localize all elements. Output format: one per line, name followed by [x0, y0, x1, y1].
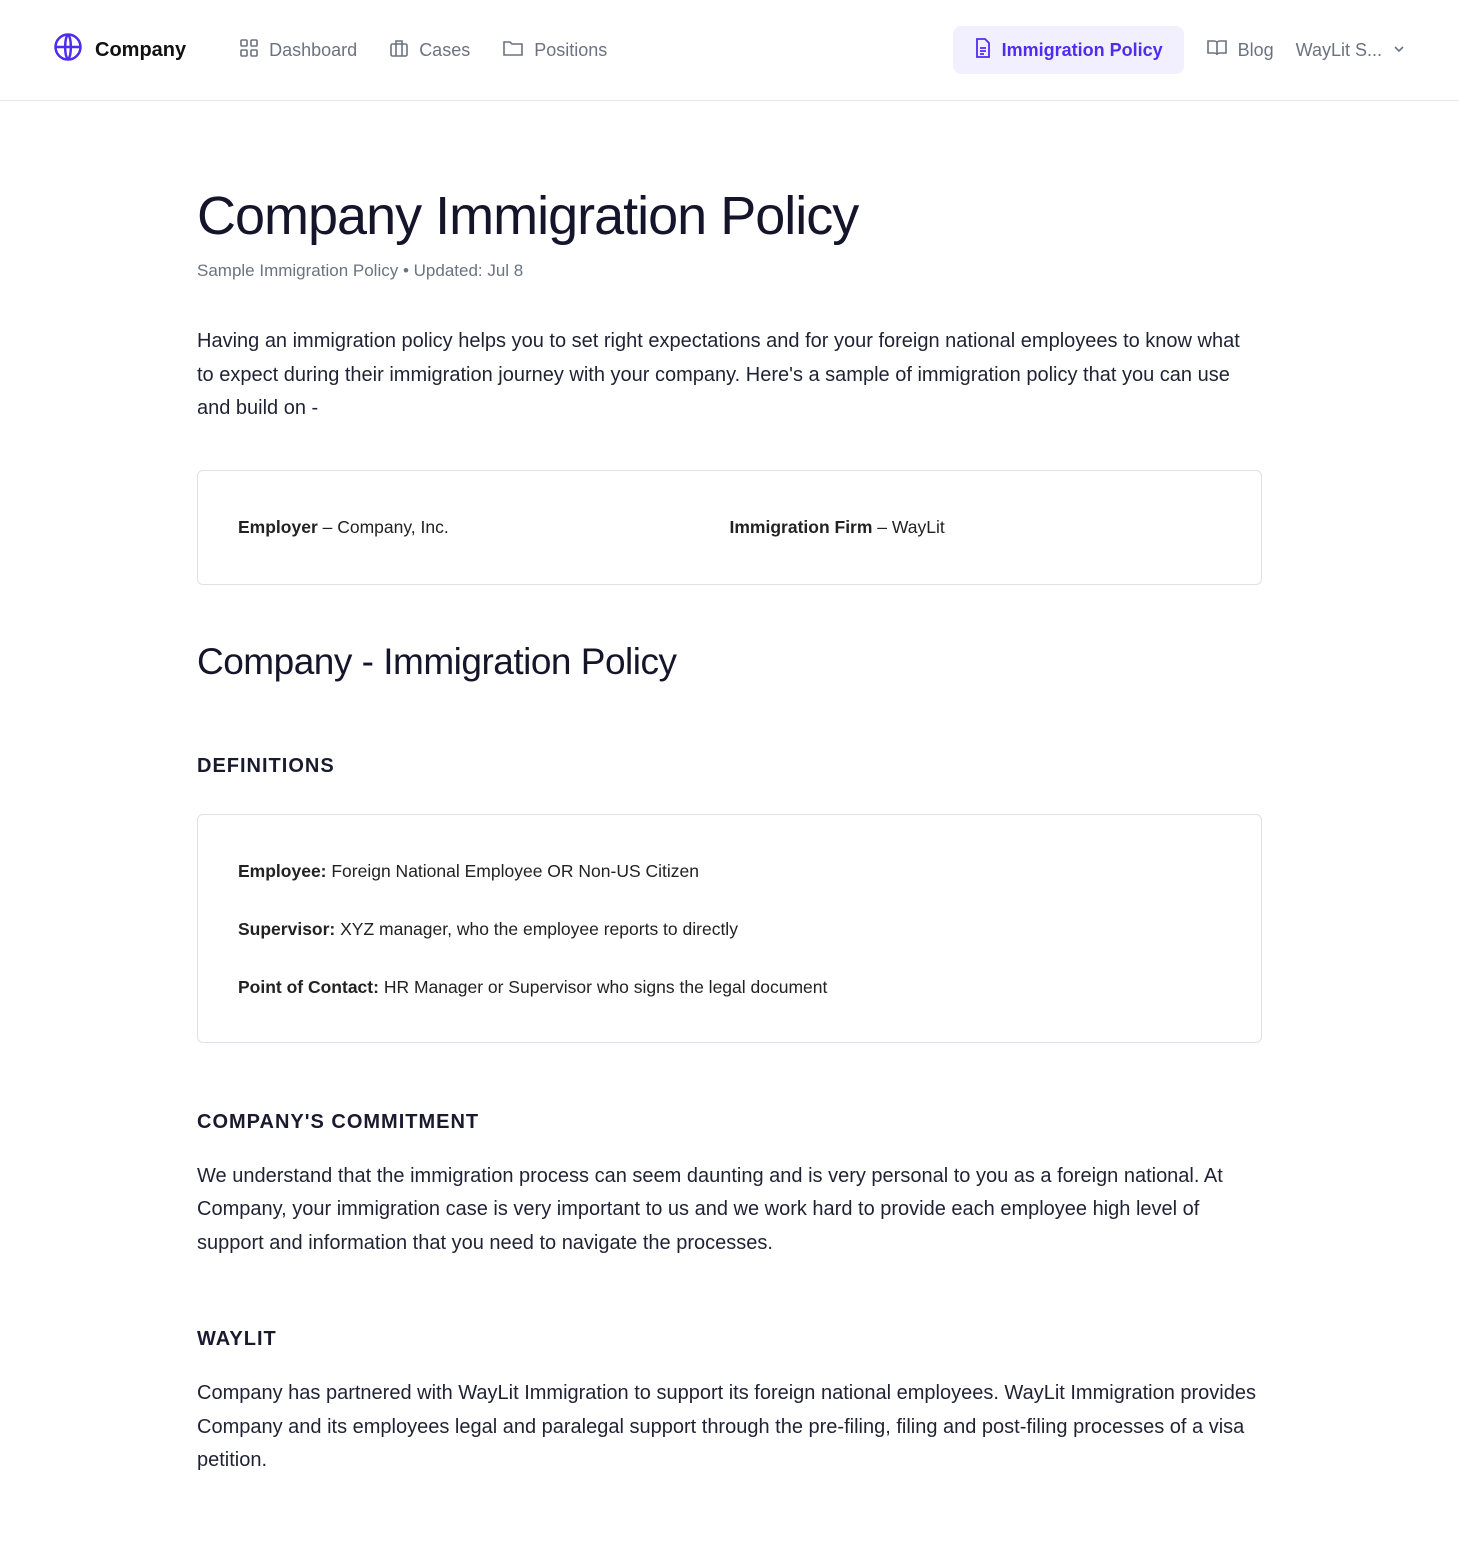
- definitions-heading: DEFINITIONS: [197, 754, 335, 777]
- document-icon: [974, 38, 992, 63]
- employer-value: – Company, Inc.: [317, 516, 449, 537]
- definition-desc: XYZ manager, who the employee reports to directly: [335, 918, 738, 939]
- intro-text: Having an immigration policy helps you to set right expectations and for your foreign national employees to know what to expect during their immigration journey with your company. Here's a sample of immigration policy that you can use and build on -: [197, 330, 1240, 419]
- account-menu[interactable]: [1296, 40, 1406, 61]
- folder-icon: [502, 38, 524, 63]
- nav-cases-label: Cases: [419, 39, 471, 60]
- grid-icon: [239, 38, 259, 63]
- definition-item: [238, 976, 1221, 998]
- policy-heading: Company - Immigration Policy: [197, 640, 677, 682]
- commitment-heading: COMPANY'S COMMITMENT: [197, 1110, 480, 1133]
- page-title: Company Immigration Policy: [197, 186, 859, 246]
- nav-blog[interactable]: [1206, 38, 1274, 63]
- top-nav: [0, 0, 1459, 101]
- definition-item: [238, 918, 1221, 940]
- definition-desc: Foreign National Employee OR Non-US Citizen: [326, 860, 700, 881]
- page-subtitle: Sample Immigration Policy • Updated: Jul 8: [197, 261, 524, 280]
- account-name: WayLit S...: [1295, 39, 1382, 60]
- brand-link[interactable]: [53, 32, 186, 68]
- brand-name: Company: [95, 38, 187, 61]
- employer-info: [238, 517, 730, 538]
- nav-positions-label: Positions: [534, 39, 608, 60]
- nav-dashboard-label: Dashboard: [269, 39, 358, 60]
- definition-desc: HR Manager or Supervisor who signs the legal document: [378, 976, 828, 997]
- nav-immigration-policy[interactable]: [953, 26, 1184, 74]
- definitions-box: [197, 814, 1262, 1043]
- firm-label: Immigration Firm: [729, 516, 873, 537]
- nav-cases[interactable]: [389, 38, 470, 63]
- nav-positions[interactable]: [502, 38, 607, 63]
- globe-icon: [53, 32, 83, 68]
- briefcase-icon: [389, 38, 409, 63]
- employer-label: Employer: [238, 516, 318, 537]
- chevron-down-icon: [1392, 40, 1406, 61]
- policy-content: [0, 185, 1459, 1478]
- definition-term: Supervisor:: [238, 918, 336, 939]
- waylit-text: Company has partnered with WayLit Immigration to support its foreign national employees. WayLit Immigration provides Company and its employees legal and paralegal support through the pre-filing, filing and post-filing processes of a visa petition.: [197, 1382, 1256, 1471]
- firm-info: [730, 517, 1222, 538]
- parties-box: [197, 470, 1262, 585]
- firm-value: – WayLit: [872, 516, 945, 537]
- commitment-text: We understand that the immigration process can seem daunting and is very personal to you as a foreign national. At Company, your immigration case is very important to us and we work hard to provide each employee high level of support and information that you need to navigate the processes.: [197, 1164, 1223, 1254]
- book-icon: [1206, 38, 1228, 63]
- definition-term: Point of Contact:: [238, 976, 379, 997]
- nav-blog-label: Blog: [1237, 39, 1274, 60]
- nav-dashboard[interactable]: [239, 38, 357, 63]
- definition-term: Employee:: [238, 860, 327, 881]
- nav-immigration-policy-label: Immigration Policy: [1001, 39, 1163, 60]
- waylit-heading: WAYLIT: [197, 1328, 277, 1350]
- definition-item: [238, 860, 1221, 882]
